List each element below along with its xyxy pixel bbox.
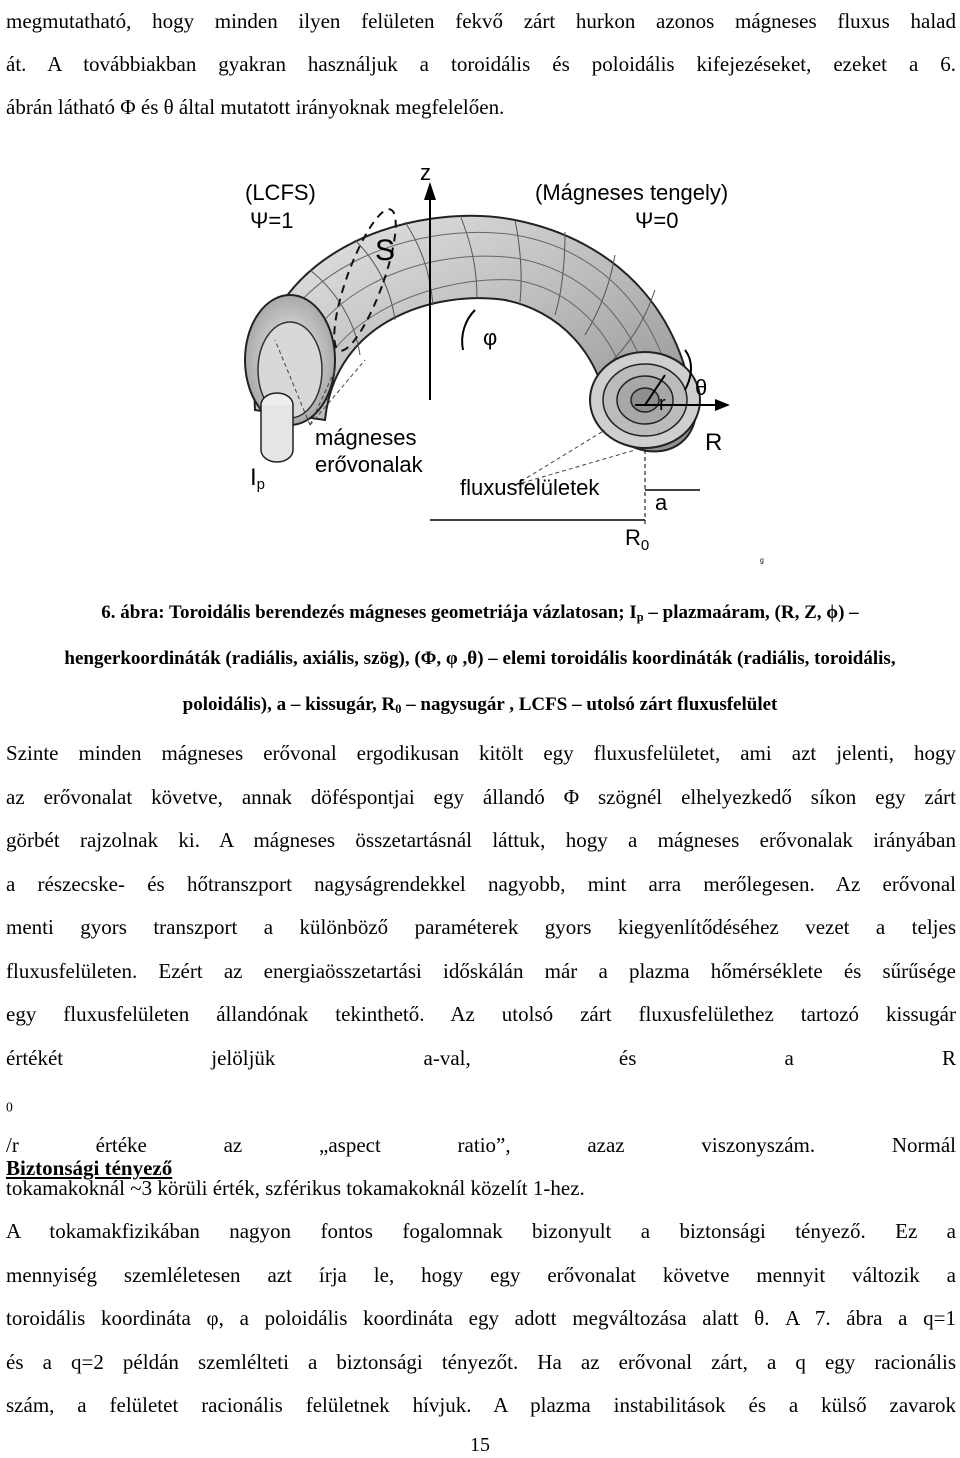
caption-line-2: hengerkoordináták (radiális, axiális, szög), (Φ, φ ,θ) – elemi toroidális koordináták (radiális, toroidális, [64,648,896,669]
body-paragraph-ergodic [6,732,956,1211]
right-cross-section [590,352,700,448]
text-line: megmutatható, hogy minden ilyen felületen fekvő zárt hurkon azonos mágneses fluxus halad [6,9,956,33]
flux-surfaces-label: fluxusfelületek [460,475,600,500]
text-line: ábrán látható Φ és θ által mutatott irányoknak megfelelően. [6,95,505,119]
r-label: R [705,429,723,456]
psi-zero-label: Ψ=0 [635,208,679,233]
corner-mark: ᵍ [760,557,764,568]
text-line: a részecske- és hőtranszport nagyságrendekkel nagyobb, mint arra merőlegesen. Az erővonal [6,871,956,896]
z-label: z [420,160,431,185]
text-line: értékét jelöljük a-val, és a R $_0$ /r értéke az „aspect ratio”, azaz viszonyszám. Normál [6,1045,956,1157]
theta-label: θ [695,375,708,400]
body-paragraph-safety-factor [6,1210,956,1428]
phi-label: φ [483,325,498,350]
a-label: a [655,490,668,515]
phi-arrow [462,310,475,350]
psi-one-label: Ψ=1 [250,208,294,233]
intro-paragraph [6,0,956,129]
s-label: S [375,234,396,267]
text-line: toroidális koordináta φ, a poloidális koordináta egy adott megváltozása alatt θ. A 7. ábra a q=1 [6,1306,956,1330]
r0-label: $R_0$ [625,525,650,554]
ip-label: Ip [250,464,266,493]
page-number: 15 [470,1434,490,1456]
magnetic-lines-label: mágneses [315,425,417,450]
text-line: menti gyors transzport a különböző paraméterek gyors kiegyenlítődéséhez vezet a teljes [6,915,956,939]
text-line: A tokamakfizikában nagyon fontos fogalomnak bizonyult a biztonsági tényező. Ez a [6,1219,956,1243]
text-line: fluxusfelületen. Ezért az energiaösszetartási időskálán már a plazma hőmérséklete és sűrűsége [6,958,956,983]
r-axis-arrow [715,399,730,411]
r-small-label: r [659,393,666,415]
text-line: át. A továbbiakban gyakran használjuk a toroidális és poloidális kifejezéseket, ezeket a 6. [6,52,956,76]
text-line: tokamakoknál ~3 körüli érték, szférikus tokamakoknál közelít 1-hez. [6,1176,585,1200]
text-line: szám, a felületet racionális felületnek hívjuk. A plazma instabilitások és a külső zavarok [6,1393,956,1417]
caption-line-3: poloidális), a – kissugár, $R_0$ – nagysugár , LCFS – utolsó zárt fluxusfelület [182,694,778,717]
text-line: az erővonalat követve, annak döféspontjai egy állandó Φ szögnél elhelyezkedő síkon egy zárt [6,784,956,809]
torus-figure [215,160,775,580]
text-line: mennyiség szemléletesen azt írja le, hogy egy erővonalat követve mennyit változik a [6,1262,956,1287]
text-line: Szinte minden mágneses erővonal ergodikusan kitölt egy fluxusfelületet, ami azt jelenti, hogy [6,741,956,765]
text-line: egy fluxusfelületen állandónak tekinthető. Az utolsó zárt fluxusfelülethez tartozó kissugár [6,1002,956,1026]
section-heading: Biztonsági tényező [6,1156,173,1180]
text-line: és a q=2 példán szemlélteti a biztonsági tényezőt. Ha az erővonal zárt, a q egy racionális [6,1349,956,1374]
magnetic-lines-label-2: erővonalak [315,452,423,477]
magnetic-axis-label: (Mágneses tengely) [535,180,729,205]
lcfs-label: (LCFS) [245,180,316,205]
figure-caption [0,590,960,728]
left-cylinder [261,405,293,462]
text-line: görbét rajzolnak ki. A mágneses összetartásnál láttuk, hogy a mágneses erővonalak irányában [6,828,956,852]
caption-line-1: 6. ábra: Toroidális berendezés mágneses geometriája vázlatosan; $I_p$ – plazmaáram, (R, Z, ϕ) – [101,602,859,625]
